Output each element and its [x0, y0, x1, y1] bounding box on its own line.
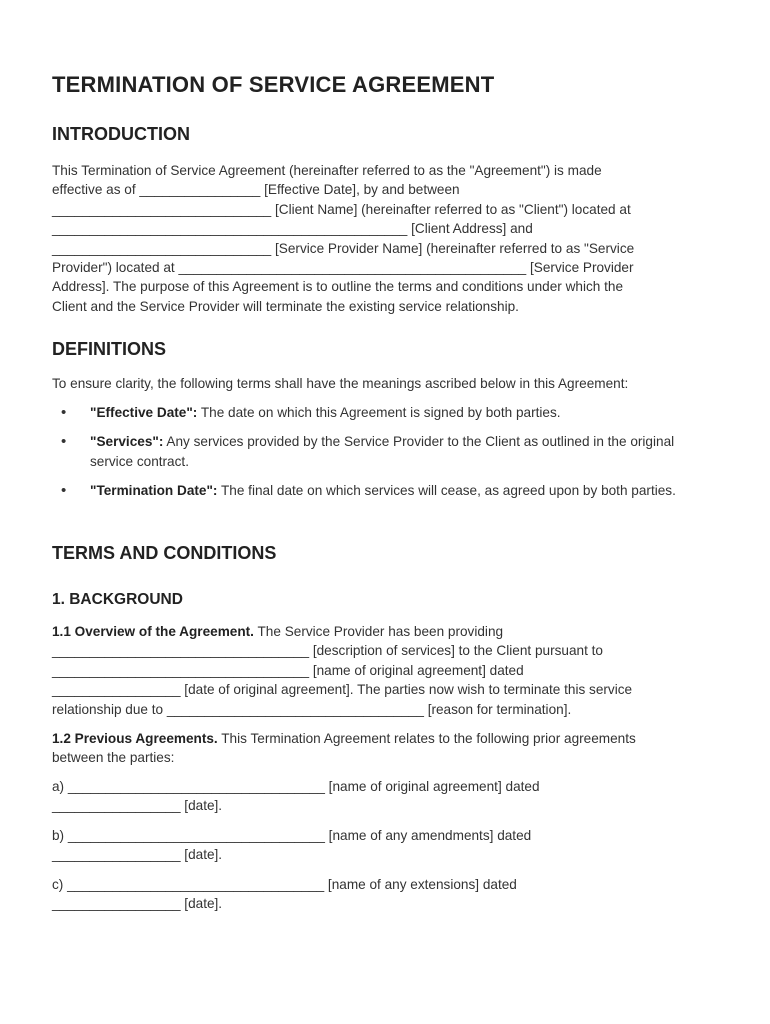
- prior-agreement-b: [52, 826, 720, 865]
- definition-item: [52, 481, 720, 500]
- terms-heading: TERMS AND CONDITIONS: [52, 543, 277, 563]
- definitions-heading: DEFINITIONS: [52, 339, 167, 359]
- bullet-icon: •: [61, 482, 67, 500]
- prior-agreement-a: [52, 777, 720, 816]
- intro-line: Provider") located at ______________________________________________ [Service Provider: [52, 260, 634, 276]
- intro-line: _____________________________ [Service Provider Name] (hereinafter referred to as "Service: [52, 240, 635, 256]
- intro-line: Address]. The purpose of this Agreement is to outline the terms and conditions under which the: [52, 279, 624, 295]
- p11-line: relationship due to __________________________________ [reason for termination].: [52, 701, 572, 717]
- p11-line: __________________________________ [name of original agreement] dated: [52, 662, 524, 678]
- document-title: TERMINATION OF SERVICE AGREEMENT: [52, 72, 495, 97]
- section-1-2-paragraph: [52, 729, 720, 768]
- p11-line: The Service Provider has been providing: [253, 624, 504, 639]
- definition-term: "Effective Date":: [90, 405, 198, 420]
- p11-line: _________________ [date of original agreement]. The parties now wish to terminate this service: [52, 682, 633, 698]
- definition-item: [52, 403, 720, 422]
- definitions-list: [52, 403, 720, 501]
- definition-term: "Services":: [90, 434, 164, 450]
- definition-desc: The date on which this Agreement is signed by both parties.: [197, 405, 561, 420]
- definition-term: "Termination Date":: [90, 483, 218, 499]
- bullet-icon: •: [61, 433, 67, 451]
- intro-line: Client and the Service Provider will terminate the existing service relationship.: [52, 298, 519, 314]
- intro-line: effective as of ________________ [Effective Date], by and between: [52, 182, 460, 198]
- intro-line: This Termination of Service Agreement (hereinafter referred to as the "Agreement") is made: [52, 163, 602, 178]
- definition-desc: The final date on which services will cease, as agreed upon by both parties.: [217, 483, 676, 499]
- bullet-icon: •: [61, 404, 67, 421]
- definitions-intro: To ensure clarity, the following terms shall have the meanings ascribed below in this Agreement:: [52, 376, 629, 391]
- background-heading: 1. BACKGROUND: [52, 591, 183, 608]
- p12-line: This Termination Agreement relates to the following prior agreements: [217, 731, 636, 746]
- p11-line: __________________________________ [description of services] to the Client pursuant to: [52, 643, 603, 659]
- prior-agreement-line: _________________ [date].: [52, 896, 223, 912]
- prior-agreement-c: [52, 875, 720, 914]
- intro-line: _______________________________________________ [Client Address] and: [52, 221, 533, 237]
- prior-agreement-line: _________________ [date].: [52, 847, 223, 863]
- introduction-heading: INTRODUCTION: [52, 124, 190, 144]
- definition-item: [52, 432, 720, 471]
- section-1-1-label: 1.1 Overview of the Agreement.: [52, 624, 254, 639]
- prior-agreement-line: a) __________________________________ [name of original agreement] dated: [52, 779, 540, 794]
- definition-desc: Any services provided by the Service Provider to the Client as outlined in the original service contract.: [90, 434, 675, 469]
- prior-agreement-line: _________________ [date].: [52, 798, 223, 814]
- prior-agreement-line: c) __________________________________ [name of any extensions] dated: [52, 877, 517, 892]
- intro-line: _____________________________ [Client Name] (hereinafter referred to as "Client") located at: [52, 201, 631, 217]
- section-1-1-paragraph: [52, 622, 720, 719]
- prior-agreement-line: b) __________________________________ [name of any amendments] dated: [52, 828, 532, 843]
- section-1-2-label: 1.2 Previous Agreements.: [52, 731, 218, 746]
- p12-line: between the parties:: [52, 750, 175, 766]
- introduction-paragraph: [52, 161, 720, 316]
